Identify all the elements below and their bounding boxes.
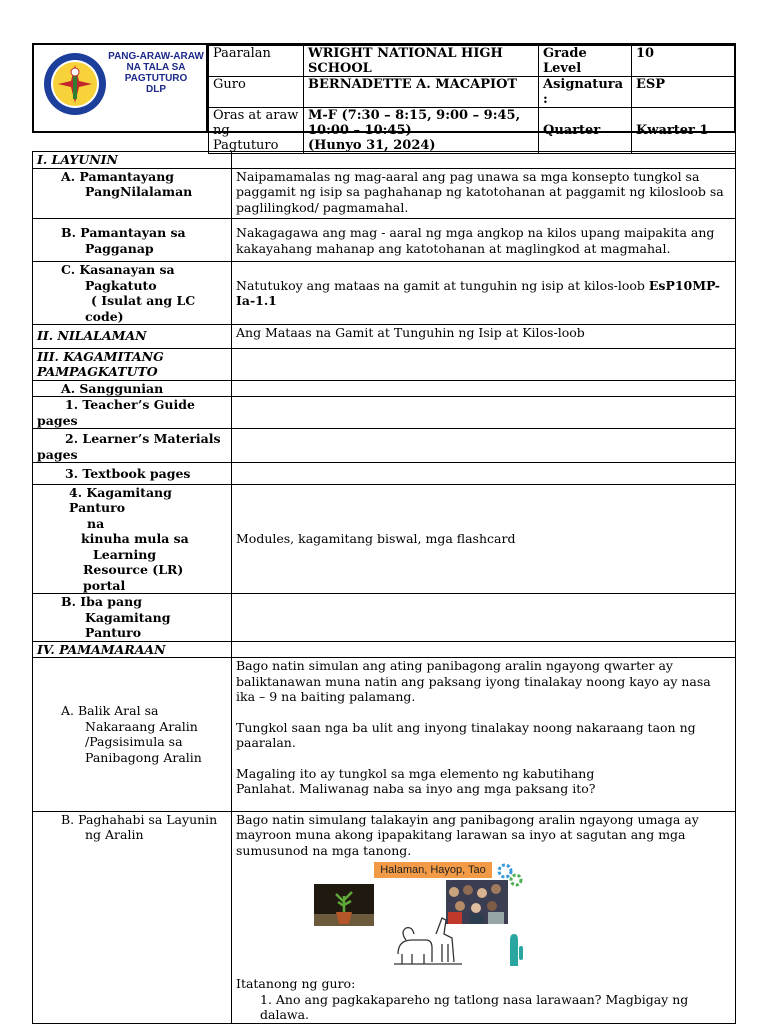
teachers-guide-label: 1. Teacher’s Guide pages: [33, 397, 232, 429]
pamantayang-pangnilalaman-label: A. Pamantayang PangNilalaman: [33, 168, 232, 219]
kagamitan-row: [33, 348, 736, 380]
textbook-pages-row: [33, 463, 736, 485]
learners-materials-row: [33, 429, 736, 463]
learners-materials-label: 2. Learner’s Materials pages: [33, 429, 232, 463]
oras-value: M-F (7:30 – 8:15, 9:00 – 9:45, 10:00 – 10:45) (Hunyo 31, 2024): [304, 108, 539, 154]
image-caption: Halaman, Hayop, Tao: [374, 862, 492, 878]
nilalaman-text: Ang Mataas na Gamit at Tunguhin ng Isip at Kilos-loob: [232, 325, 736, 349]
asignatura-value: ESP: [632, 77, 736, 108]
pamantayan-sa-pagganap-text: Nakagagawa ang mag - aaral ng mga angkop na kilos upang maipakita ang kakayahang mahanap ang katotohanan at maglingkod at magmahal.: [232, 219, 736, 262]
iba-pang-kagamitan-label: B. Iba pang Kagamitang Panturo: [33, 594, 232, 642]
oras-label: Oras at araw ng Pagtuturo: [209, 108, 304, 154]
grade-level-label: Grade Level: [539, 46, 632, 77]
paghahabi-text: Bago natin simulang talakayin ang panibagong aralin ngayong umaga ay mayroon muna akong ipapakitang larawan sa inyo at sagutan ang mga sumusunod na mga tanong. Halaman, Hayop, Tao Itatanong ng guro: 1. Ano ang pagkakapareho ng tatlong nasa larawaan? Magbigay ng dalawa.: [232, 811, 736, 1023]
balik-aral-text: Bago natin simulan ang ating panibagong aralin ngayong qwarter ay baliktanawan muna natin ang paksang iyong tinalakay noong kayo ay nasa ika – 9 na baiting palamang. Tungkol saan nga ba ulit ang inyong tinalakay noong nakaraang taon ng paaralan. Magaling ito ay tungkol sa mga elemento ng kabutihang Panlahat. Maliwanag naba sa inyo ang mga paksang ito?: [232, 658, 736, 812]
paghahabi-row: [33, 811, 736, 1023]
dlp-title: PANG-ARAW-ARAW NA TALA SA PAGTUTURO DLP: [108, 51, 204, 95]
balik-aral-label: A. Balik Aral sa Nakaraang Aralin /Pagsisimula sa Panibagong Aralin: [33, 658, 232, 812]
guro-label: Guro: [209, 77, 304, 108]
nilalaman-row: [33, 325, 736, 349]
logo-cell: [34, 45, 208, 131]
nilalaman-heading: II. NILALAMAN: [33, 325, 232, 349]
guro-value: BERNADETTE A. MACAPIOT: [304, 77, 539, 108]
kagamitan-heading: III. KAGAMITANG PAMPAGKATUTO: [33, 348, 232, 380]
pamamaraan-heading: IV. PAMAMARAAN: [33, 641, 232, 658]
paaralan-label: Paaralan: [209, 46, 304, 77]
pamantayan-sa-pagganap-row: [33, 219, 736, 262]
school-seal-logo: [42, 51, 108, 117]
hand-icon: [504, 926, 524, 966]
question-1: 1. Ano ang pagkakapareho ng tatlong nasa larawaan? Magbigay ng dalawa.: [260, 991, 689, 1022]
sanggunian-label: A. Sanggunian: [33, 380, 232, 397]
asignatura-label: Asignatura :: [539, 77, 632, 108]
balik-aral-row: [33, 658, 736, 812]
header-info-table: [208, 45, 736, 154]
pamantayang-pangnilalaman-row: [33, 168, 736, 219]
lr-portal-label: 4. Kagamitang Panturo na kinuha mula sa Learning Resource (LR) portal: [33, 484, 232, 594]
pamantayang-pangnilalaman-text: Naipamamalas ng mag-aaral ang pag unawa sa mga konsepto tungkol sa paggamit ng isip sa paghahanap ng katotohanan at paggamit ng kilosloob sa paglilingkod/ pagmamahal.: [232, 168, 736, 219]
grade-level-value: 10: [632, 46, 736, 77]
pamantayan-sa-pagganap-label: B. Pamantayan sa Pagganap: [33, 219, 232, 262]
dlp-header: [32, 43, 736, 153]
paghahabi-label: B. Paghahabi sa Layunin ng Aralin: [33, 811, 232, 1023]
kasanayan-row: [33, 262, 736, 325]
halaman-hayop-tao-image: [314, 862, 524, 970]
animals-sketch: [392, 914, 464, 968]
kasanayan-text: Natutukoy ang mataas na gamit at tunguhin ng isip at kilos-loob EsP10MP-Ia-1.1: [232, 262, 736, 325]
lesson-plan-table: [32, 151, 736, 1024]
lc-code: EsP10MP-Ia-1.1: [236, 277, 720, 308]
quarter-label: Quarter: [539, 108, 632, 154]
iba-pang-kagamitan-row: [33, 594, 736, 642]
textbook-pages-label: 3. Textbook pages: [33, 463, 232, 485]
layunin-heading: I. LAYUNIN: [33, 152, 232, 169]
sanggunian-row: [33, 380, 736, 397]
kasanayan-label: C. Kasanayan sa Pagkatuto ( Isulat ang LC code): [33, 262, 232, 325]
paaralan-value: WRIGHT NATIONAL HIGH SCHOOL: [304, 46, 539, 77]
teachers-guide-row: [33, 397, 736, 429]
layunin-row: [33, 152, 736, 169]
lr-portal-row: [33, 484, 736, 594]
plant-photo: [314, 884, 374, 926]
pamamaraan-row: [33, 641, 736, 658]
lr-portal-text: Modules, kagamitang biswal, mga flashcard: [232, 484, 736, 594]
quarter-value: Kwarter 1: [632, 108, 736, 154]
